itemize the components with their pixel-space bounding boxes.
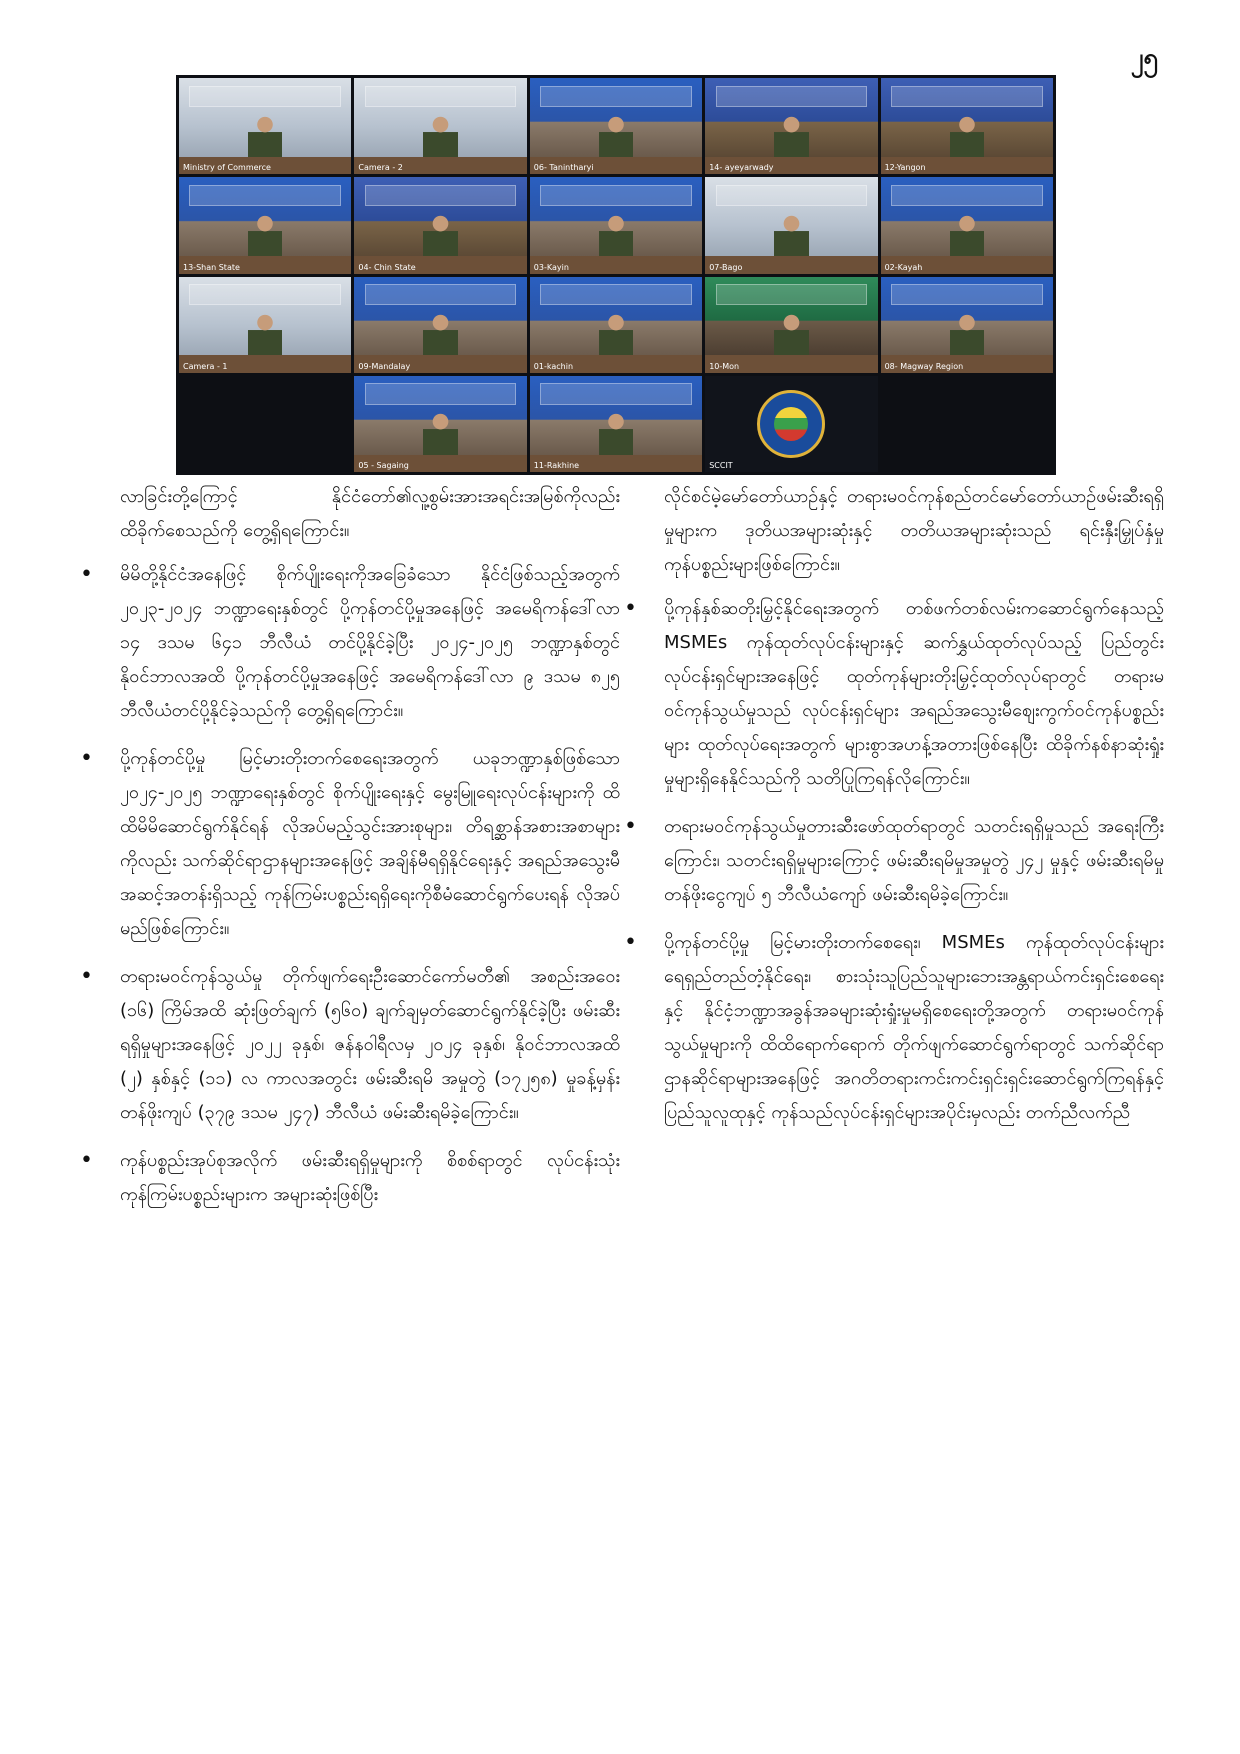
participant: [423, 214, 457, 262]
video-tile: [530, 277, 702, 373]
list-item: • တရားမဝင်ကုန်သွယ်မှု တိုက်ဖျက်ရေးဦးဆောင်ကော်မတီ၏ အစည်းအဝေး (၁၆) ကြိမ်အထိ ဆုံးဖြတ်ချက် (၅၆၀) ချက်ချမှတ်ဆောင်ရွက်နိုင်ခဲ့ပြီး ဖမ်းဆီးရရှိမှုများအနေဖြင့် ၂၀၂၂ ခုနှစ်၊ ဇန်နဝါရီလမှ ၂၀၂၄ ခုနှစ်၊ နိုဝင်ဘာလအထိ (၂) နှစ်နှင့် (၁၁) လ ကာလအတွင်း ဖမ်းဆီးရမိ အမှုတွဲ (၁၇၂၅၈) မှုခန့်မှန်းတန်ဖိုးကျပ် (၃၇၉ ဒသမ ၂၄၇) ဘီလီယံ ဖမ်းဆီးရမိခဲ့ကြောင်း။: [120, 960, 620, 1130]
office-banner: [365, 86, 517, 107]
office-banner: [540, 86, 692, 107]
left-column: [120, 480, 620, 1226]
office-banner: [540, 284, 692, 305]
tile-caption: SCCIT: [709, 461, 733, 470]
tile-caption: 06- Tanintharyi: [533, 163, 594, 173]
paragraph: လိုင်စင်မဲ့မော်တော်ယာဉ်နှင့် တရားမဝင်ကုန်စည်တင်မော်တော်ယာဉ်ဖမ်းဆီးရရှိမှုများက ဒုတိယအများဆုံးနှင့် တတိယအများဆုံးသည် ရင်းနှီးမြှုပ်နှံမှုကုန်ပစ္စည်းများဖြစ်ကြောင်း။: [664, 486, 1164, 575]
office-banner: [365, 284, 517, 305]
video-tile: [179, 78, 351, 174]
right-column: [664, 480, 1164, 1144]
list-item: • ပို့ကုန်တင်ပို့မှု မြင့်မားတိုးတက်စေရေး၊ MSMEs ကုန်ထုတ်လုပ်ငန်းများ ရေရှည်တည်တံ့နိုင်ရေး၊ စားသုံးသူပြည်သူများဘေးအန္တရာယ်ကင်းရှင်းစေရေးနှင့် နိုင်ငံ့ဘဏ္ဍာအခွန်အခများဆုံးရှုံးမှုမရှိစေရေးတို့အတွက် တရားမဝင်ကုန်သွယ်မှုများကို ထိထိရောက်ရောက် တိုက်ဖျက်ဆောင်ရွက်ရာတွင် သက်ဆိုင်ရာဌာနဆိုင်ရာများအနေဖြင့် အဂတိတရားကင်းကင်းရှင်းရှင်းဆောင်ရွက်ကြရန်နှင့် ပြည်သူလူထုနှင့် ကုန်သည်လုပ်ငန်းရှင်များအပိုင်းမှလည်း တက်ညီလက်ညီ: [664, 926, 1164, 1130]
participant: [774, 313, 808, 361]
video-tile: [705, 277, 877, 373]
participant: [950, 313, 984, 361]
tile-caption: 03-Kayin: [533, 262, 569, 272]
office-banner: [716, 185, 868, 206]
video-conference-photo: [176, 75, 1056, 475]
video-tile: [881, 177, 1053, 273]
participant: [248, 115, 282, 163]
office-banner: [891, 284, 1043, 305]
video-tile: [354, 277, 526, 373]
page-number: ၂၅: [1130, 43, 1158, 73]
participant: [423, 412, 457, 460]
office-banner: [540, 185, 692, 206]
participant: [599, 214, 633, 262]
participant: [423, 115, 457, 163]
participant: [774, 214, 808, 262]
office-banner: [189, 86, 341, 107]
tile-caption: 05 - Sagaing: [358, 461, 409, 470]
video-tile: [881, 78, 1053, 174]
tile-caption: 02-Kayah: [884, 262, 923, 272]
participant: [248, 214, 282, 262]
tile-caption: Camera - 1: [183, 361, 228, 371]
office-banner: [716, 86, 868, 107]
video-tile: [705, 78, 877, 174]
participant: [423, 313, 457, 361]
paragraph: လာခြင်းတို့ကြောင့် နိုင်ငံတော်၏လူ့စွမ်းအားအရင်းအမြစ်ကိုလည်း ထိခိုက်စေသည်ကို တွေ့ရှိရကြောင်း။: [120, 486, 620, 541]
participant: [774, 115, 808, 163]
emblem-icon: [757, 390, 825, 458]
video-tile: [530, 376, 702, 472]
list-item: • ကုန်ပစ္စည်းအုပ်စုအလိုက် ဖမ်းဆီးရရှိမှုများကို စိစစ်ရာတွင် လုပ်ငန်းသုံးကုန်ကြမ်းပစ္စည်းများက အများဆုံးဖြစ်ပြီး: [120, 1144, 620, 1212]
participant: [599, 115, 633, 163]
list-item: • မိမိတို့နိုင်ငံအနေဖြင့် စိုက်ပျိုးရေးကိုအခြေခံသော နိုင်ငံဖြစ်သည့်အတွက် ၂၀၂၃-၂၀၂၄ ဘဏ္ဍာရေးနှစ်တွင် ပို့ကုန်တင်ပို့မှုအနေဖြင့် အမေရိကန်ဒေါ်လာ ၁၄ ဒသမ ၆၄၁ ဘီလီယံ တင်ပို့နိုင်ခဲ့ပြီး ၂၀၂၄-၂၀၂၅ ဘဏ္ဍာနှစ်တွင် နိုဝင်ဘာလအထိ ပို့ကုန်တင်ပို့မှုအနေဖြင့် အမေရိကန်ဒေါ်လာ ၉ ဒသမ ၈၂၅ ဘီလီယံတင်ပို့နိုင်ခဲ့သည်ကို တွေ့ရှိရကြောင်း။: [120, 558, 620, 728]
video-tile: [881, 277, 1053, 373]
office-banner: [891, 86, 1043, 107]
office-banner: [716, 284, 868, 305]
video-tile: [179, 376, 351, 472]
tile-caption: 08- Magway Region: [884, 361, 964, 371]
video-tile: [530, 78, 702, 174]
video-tile: [179, 177, 351, 273]
tile-caption: 01-kachin: [533, 361, 574, 371]
participant: [248, 313, 282, 361]
video-tile: [354, 376, 526, 472]
tile-caption: 13-Shan State: [183, 262, 240, 272]
office-banner: [540, 383, 692, 404]
tile-caption: 11-Rakhine: [533, 461, 580, 470]
video-tile: [179, 277, 351, 373]
office-banner: [891, 185, 1043, 206]
video-tile: [705, 376, 877, 472]
tile-caption: Camera - 2: [358, 163, 403, 173]
bullet-list: [664, 592, 1164, 1130]
tile-caption: 14- ayeyarwady: [709, 163, 774, 173]
tile-caption: 04- Chin State: [358, 262, 416, 272]
video-tile: [354, 177, 526, 273]
list-item: • ပို့ကုန်နှစ်ဆတိုးမြှင့်နိုင်ရေးအတွက် တစ်ဖက်တစ်လမ်းကဆောင်ရွက်နေသည့် MSMEs ကုန်ထုတ်လုပ်ငန်းများနှင့် ဆက်နွှယ်ထုတ်လုပ်သည့် ပြည်တွင်းလုပ်ငန်းရှင်များအနေဖြင့် ထုတ်ကုန်များတိုးမြှင့်ထုတ်လုပ်ရာတွင် တရားမဝင်ကုန်သွယ်မှုသည် လုပ်ငန်းရှင်များ အရည်အသွေးမီစျေးကွက်ဝင်ကုန်ပစ္စည်းများ ထုတ်လုပ်ရေးအတွက် များစွာအဟန့်အတားဖြစ်နေပြီး ထိခိုက်နစ်နာဆုံးရှုံးမှုများရှိနေနိုင်သည်ကို သတိပြုကြရန်လိုကြောင်း။: [664, 592, 1164, 796]
office-banner: [365, 383, 517, 404]
participant: [599, 313, 633, 361]
bullet-list: [120, 558, 620, 1212]
participant: [950, 115, 984, 163]
tile-caption: 12-Yangon: [884, 163, 926, 173]
video-tile: [705, 177, 877, 273]
office-banner: [189, 284, 341, 305]
office-banner: [365, 185, 517, 206]
tile-caption: 07-Bago: [709, 262, 743, 272]
video-tile: [530, 177, 702, 273]
tile-caption: Ministry of Commerce: [183, 163, 271, 173]
participant: [950, 214, 984, 262]
tile-caption: 10-Mon: [709, 361, 740, 371]
participant: [599, 412, 633, 460]
video-tile: [354, 78, 526, 174]
list-item: • တရားမဝင်ကုန်သွယ်မှုတားဆီးဖော်ထုတ်ရာတွင် သတင်းရရှိမှုသည် အရေးကြီးကြောင်း၊ သတင်းရရှိမှုများကြောင့် ဖမ်းဆီးရမိမှုအမှုတွဲ ၂၄၂ မှုနှင့် ဖမ်းဆီးရမိမှုတန်ဖိုးငွေကျပ် ၅ ဘီလီယံကျော် ဖမ်းဆီးရမိခဲ့ကြောင်း။: [664, 810, 1164, 912]
list-item: • ပို့ကုန်တင်ပို့မှု မြင့်မားတိုးတက်စေရေးအတွက် ယခုဘဏ္ဍာနှစ်ဖြစ်သော ၂၀၂၄-၂၀၂၅ ဘဏ္ဍာရေးနှစ်တွင် စိုက်ပျိုးရေးနှင့် မွေးမြူရေးလုပ်ငန်းများကို ထိထိမိမိဆောင်ရွက်နိုင်ရန် လိုအပ်မည့်သွင်းအားစုများ၊ တိရစ္ဆာန်အစားအစာများကိုလည်း သက်ဆိုင်ရာဌာနများအနေဖြင့် အချိန်မီရရှိနိုင်ရေးနှင့် အရည်အသွေးမီအဆင့်အတန်းရှိသည့် ကုန်ကြမ်းပစ္စည်းရရှိရေးကိုစီမံဆောင်ရွက်ပေးရန် လိုအပ်မည်ဖြစ်ကြောင်း။: [120, 742, 620, 946]
video-tile: [881, 376, 1053, 472]
tile-caption: 09-Mandalay: [358, 361, 411, 371]
office-banner: [189, 185, 341, 206]
